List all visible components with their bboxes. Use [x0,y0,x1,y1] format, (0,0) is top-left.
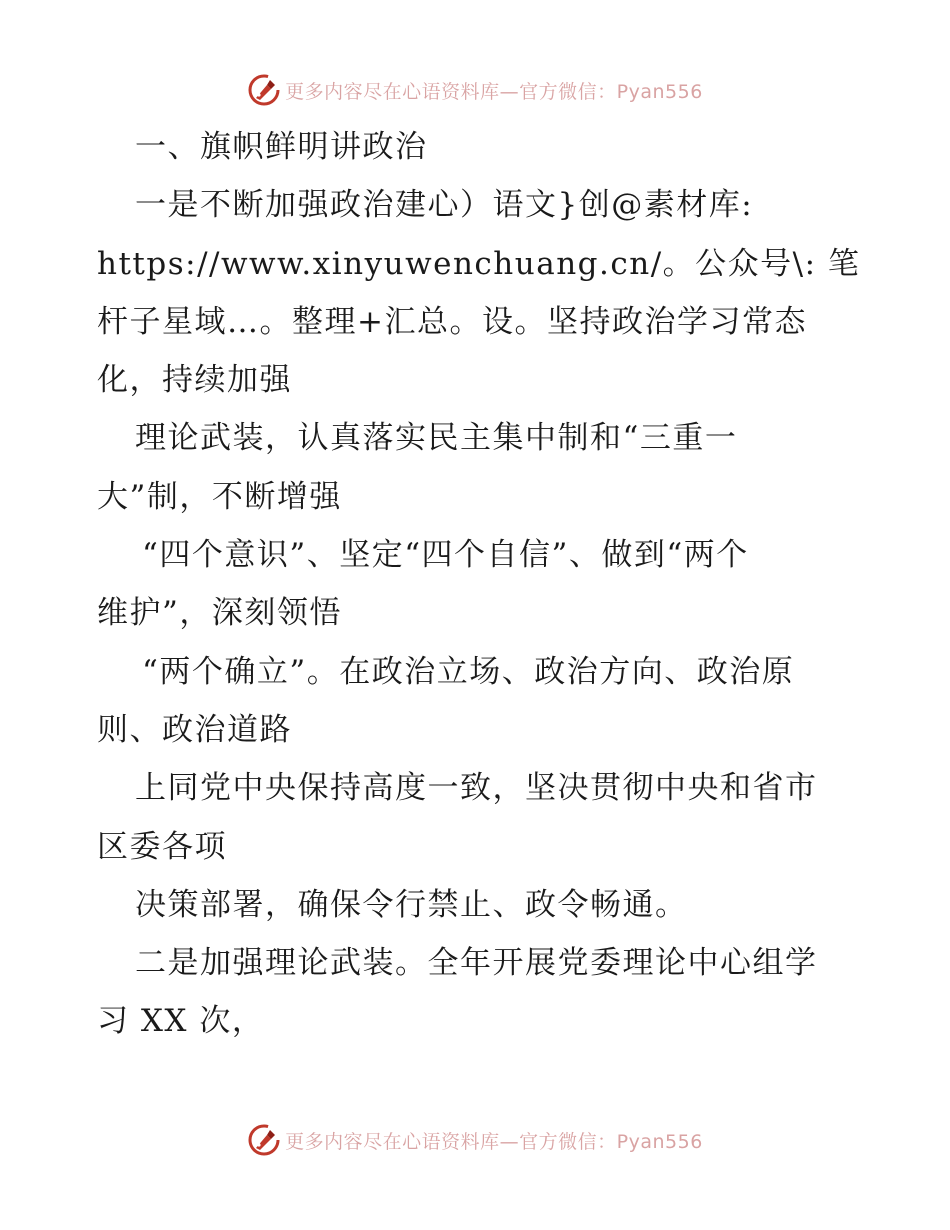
pen-nib-logo-icon [247,73,281,107]
paragraph-line: 则、政治道路 [97,711,292,748]
paragraph-line: 大”制，不断增强 [97,478,342,515]
paragraph-line: 习 XX 次， [97,1003,265,1040]
header-banner-text: 更多内容尽在心语资料库—官方微信：Pyan556 [285,80,703,103]
paragraph-line: 理论武装，认真落实民主集中制和“三重一 [135,420,738,457]
section-heading: 一、旗帜鲜明讲政治 [135,129,428,165]
paragraph-line: 区委各项 [97,828,227,865]
paragraph-line: https://www.xinyuwenchuang.cn/。公众号\: 笔 [97,245,861,282]
paragraph-line: 二是加强理论武装。全年开展党委理论中心组学 [135,945,818,982]
paragraph-line: “两个确立”。在政治立场、政治方向、政治原 [142,653,795,690]
footer-banner-text: 更多内容尽在心语资料库—官方微信：Pyan556 [285,1130,703,1153]
paragraph-line: 决策部署，确保令行禁止、政令畅通。 [135,886,688,923]
paragraph-line: “四个意识”、坚定“四个自信”、做到“两个 [142,537,749,574]
pen-nib-logo-icon [247,1123,281,1157]
document-body [97,118,861,1051]
paragraph-line: 上同党中央保持高度一致，坚决贯彻中央和省市 [135,770,818,807]
header-banner [0,70,950,110]
paragraph-line: 维护”，深刻领悟 [97,595,342,632]
footer-banner [0,1120,950,1160]
paragraph-line: 一是不断加强政治建心）语文}创@素材库: [135,187,754,224]
paragraph-line: 化，持续加强 [97,362,292,399]
paragraph-line: 杆子星域…。整理+汇总。设。坚持政治学习常态 [97,303,807,340]
